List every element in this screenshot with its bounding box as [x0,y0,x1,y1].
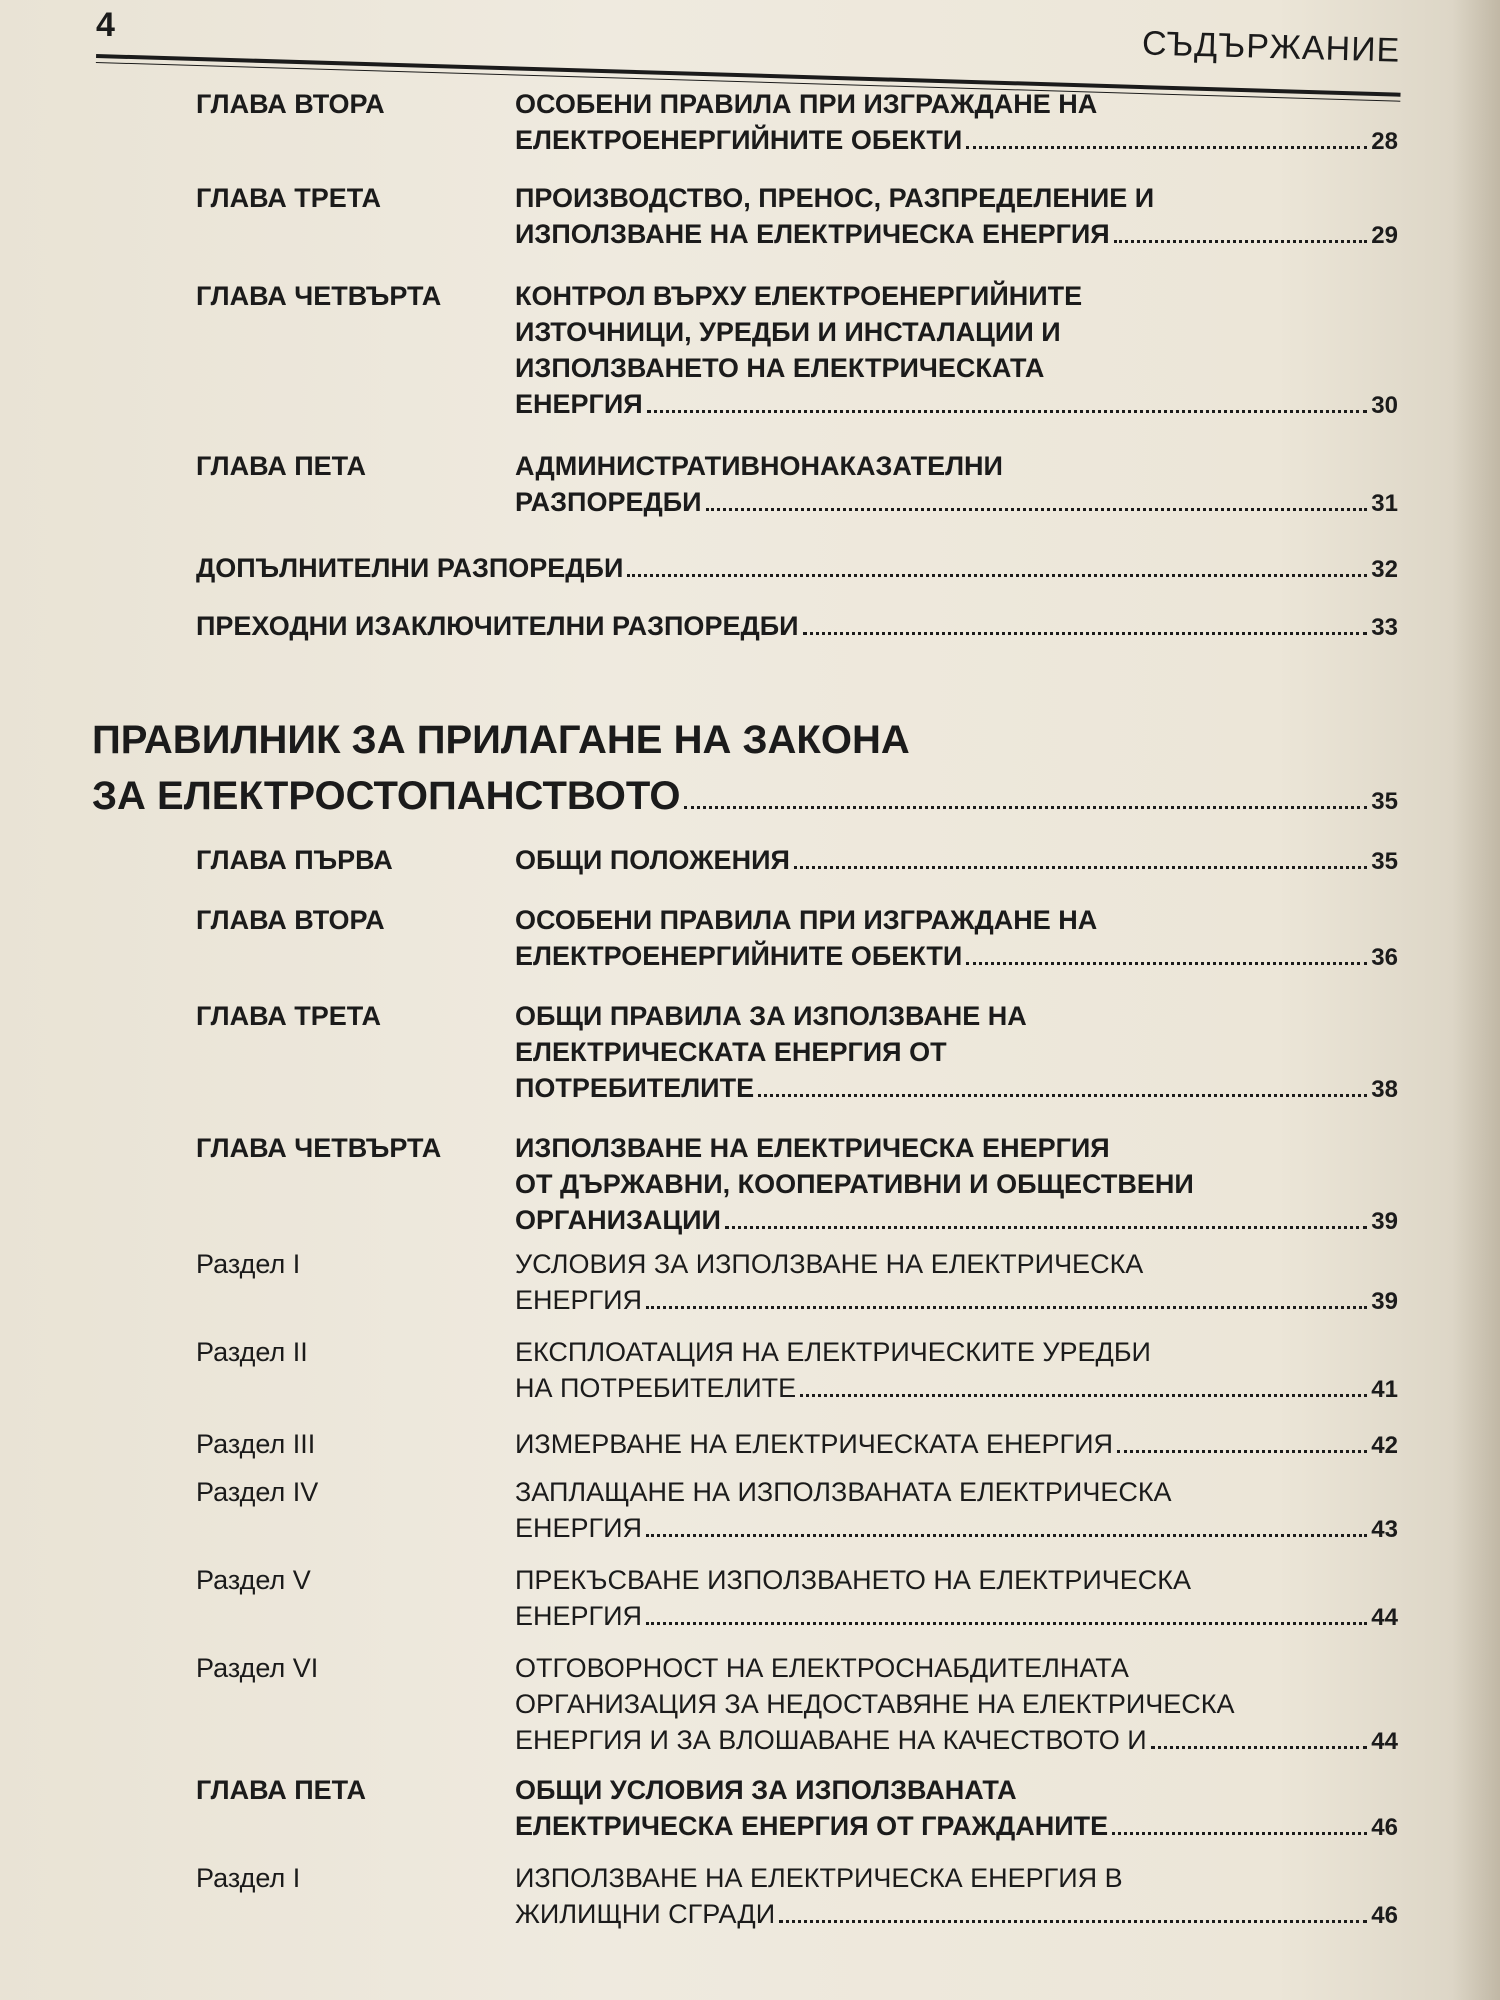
toc-entry-line: ПОТРЕБИТЕЛИТЕ [515,1073,755,1103]
toc-page-number: 31 [1371,490,1398,517]
page-number: 4 [96,6,115,44]
toc-entry-line: ЕЛЕКТРОЕНЕРГИЙНИТЕ ОБЕКТИ [515,941,963,971]
toc-entry-label: ГЛАВА ЧЕТВЪРТА [196,1133,442,1163]
toc-entry-line: РАЗПОРЕДБИ [515,487,702,517]
leader-dots [1117,1450,1367,1453]
leader-dots [725,1226,1367,1229]
part2-section-title [92,712,1398,830]
toc-page-number: 33 [1371,614,1398,641]
toc-entry-title [515,1334,1398,1408]
toc-entry-line: ИЗПОЛЗВАНЕТО НА ЕЛЕКТРИЧЕСКАТА [515,353,1045,383]
toc-entry-label: Раздел I [196,1863,301,1893]
toc-entry-title [515,1772,1398,1846]
toc-entry-line: КОНТРОЛ ВЪРХУ ЕЛЕКТРОЕНЕРГИЙНИТЕ [515,281,1083,311]
toc-page-number: 32 [1371,556,1398,583]
toc-entry-line: ЗАПЛАЩАНЕ НА ИЗПОЛЗВАНАТА ЕЛЕКТРИЧЕСКА [515,1477,1172,1507]
leader-dots [646,1306,1367,1309]
toc-entry-label: Раздел I [196,1249,301,1279]
leader-dots [779,1920,1367,1923]
toc-page-number: 39 [1371,1288,1398,1315]
toc-page-number: 39 [1371,1208,1398,1235]
toc-entry-last-line [515,386,1398,424]
toc-entry-label: Раздел III [196,1429,316,1459]
toc-entry-line: ИЗПОЛЗВАНЕ НА ЕЛЕКТРИЧЕСКА ЕНЕРГИЯ В [515,1863,1123,1893]
toc-entry-title [515,1650,1398,1760]
toc-page-number: 35 [1371,848,1398,875]
toc-entry-line: ЕКСПЛОАТАЦИЯ НА ЕЛЕКТРИЧЕСКИТЕ УРЕДБИ [515,1337,1151,1367]
toc-entry-title [515,998,1398,1108]
leader-dots [646,1534,1367,1537]
toc-entry-last-line [515,1426,1398,1464]
toc-entry-title [515,842,1398,880]
toc-entry-label: Раздел IV [196,1477,319,1507]
leader-dots [646,1622,1367,1625]
toc-page-number: 41 [1371,1376,1398,1403]
toc-entry-line: ЕНЕРГИЯ [515,1601,643,1631]
toc-entry-last-line [196,608,1398,646]
toc-page-number: 38 [1371,1076,1398,1103]
toc-entry-label: ГЛАВА ВТОРА [196,89,385,119]
toc-entry-line: УСЛОВИЯ ЗА ИЗПОЛЗВАНЕ НА ЕЛЕКТРИЧЕСКА [515,1249,1144,1279]
toc-entry-line: ЕНЕРГИЯ [515,389,643,419]
toc-entry-last-line [515,1070,1398,1108]
toc-entry-line: ЕЛЕКТРИЧЕСКА ЕНЕРГИЯ ОТ ГРАЖДАНИТЕ [515,1811,1109,1841]
toc-entry-line: ОБЩИ ПРАВИЛА ЗА ИЗПОЛЗВАНЕ НА [515,1001,1027,1031]
leader-dots [1114,240,1368,243]
leader-dots [966,146,1367,149]
toc-entry-last-line [515,1896,1398,1934]
toc-entry-title [515,1562,1398,1636]
leader-dots [800,1394,1367,1397]
toc-entry-line: ИЗПОЛЗВАНЕ НА ЕЛЕКТРИЧЕСКА ЕНЕРГИЯ [515,1133,1110,1163]
toc-entry-line: ПРЕКЪСВАНЕ ИЗПОЛЗВАНЕТО НА ЕЛЕКТРИЧЕСКА [515,1565,1192,1595]
toc-entry-last-line [515,1598,1398,1636]
toc-entry-line: ОРГАНИЗАЦИЯ ЗА НЕДОСТАВЯНЕ НА ЕЛЕКТРИЧЕСКА [515,1689,1235,1719]
section-title-line: ПРАВИЛНИК ЗА ПРИЛАГАНЕ НА ЗАКОНА [92,718,910,762]
toc-entry-line: ЕНЕРГИЯ И ЗА ВЛОШАВАНЕ НА КАЧЕСТВОТО И [515,1725,1147,1755]
section-title-last-line [92,768,1398,830]
toc-entry-line: ОТГОВОРНОСТ НА ЕЛЕКТРОСНАБДИТЕЛНАТА [515,1653,1129,1683]
leader-dots [684,806,1367,809]
toc-entry-last-line [515,122,1398,160]
section-title-line: ЗА ЕЛЕКТРОСТОПАНСТВОТО [92,774,681,818]
toc-entry-last-line [515,484,1398,522]
toc-entry-line: ДОПЪЛНИТЕЛНИ РАЗПОРЕДБИ [196,553,624,583]
toc-entry-label: ГЛАВА ВТОРА [196,905,385,935]
toc-page-number: 30 [1371,392,1398,419]
toc-entry-title [515,1246,1398,1320]
toc-entry-label: Раздел II [196,1337,308,1367]
toc-entry-last-line [515,1202,1398,1240]
toc-entry-label: Раздел VI [196,1653,319,1683]
toc-page-number: 36 [1371,944,1398,971]
toc-entry-last-line [515,1510,1398,1548]
toc-entry-line: АДМИНИСТРАТИВНОНАКАЗАТЕЛНИ [515,451,1003,481]
toc-entry-line: ОТ ДЪРЖАВНИ, КООПЕРАТИВНИ И ОБЩЕСТВЕНИ [515,1169,1194,1199]
toc-page-number: 43 [1371,1516,1398,1543]
toc-entry-title [515,1474,1398,1548]
toc-entry-line: ОСОБЕНИ ПРАВИЛА ПРИ ИЗГРАЖДАНЕ НА [515,89,1098,119]
leader-dots [647,410,1368,413]
toc-entry-label: ГЛАВА ТРЕТА [196,183,382,213]
toc-entry-title [196,550,1398,588]
toc-entry-title [515,86,1398,160]
toc-entry-line: ИЗМЕРВАНЕ НА ЕЛЕКТРИЧЕСКАТА ЕНЕРГИЯ [515,1429,1114,1459]
toc-page-number: 46 [1371,1902,1398,1929]
leader-dots [794,866,1367,869]
toc-entry-line: ПРОИЗВОДСТВО, ПРЕНОС, РАЗПРЕДЕЛЕНИЕ И [515,183,1155,213]
toc-entry-last-line [515,1282,1398,1320]
toc-page-number: 44 [1371,1604,1398,1631]
toc-entry-title [196,608,1398,646]
toc-entry-line: ПРЕХОДНИ ИЗАКЛЮЧИТЕЛНИ РАЗПОРЕДБИ [196,611,799,641]
toc-entry-title [515,902,1398,976]
toc-entry-title [515,1130,1398,1240]
toc-page-number: 29 [1371,222,1398,249]
leader-dots [706,508,1368,511]
toc-page-number: 46 [1371,1814,1398,1841]
toc-entry-line: ЕНЕРГИЯ [515,1285,643,1315]
toc-entry-line: ОРГАНИЗАЦИИ [515,1205,721,1235]
leader-dots [803,632,1368,635]
toc-entry-title [515,448,1398,522]
leader-dots [627,574,1367,577]
toc-entry-line: ЕЛЕКТРОЕНЕРГИЙНИТЕ ОБЕКТИ [515,125,963,155]
running-header-title: СЪДЪРЖАНИЕ [1141,24,1401,70]
toc-entry-line: ОСОБЕНИ ПРАВИЛА ПРИ ИЗГРАЖДАНЕ НА [515,905,1098,935]
toc-entry-title [515,180,1398,254]
toc-entry-label: ГЛАВА ЧЕТВЪРТА [196,281,442,311]
toc-entry-line: ЕНЕРГИЯ [515,1513,643,1543]
toc-page-number: 42 [1371,1432,1398,1459]
toc-entry-last-line [515,938,1398,976]
toc-page-number: 28 [1371,128,1398,155]
toc-entry-line: ОБЩИ ПОЛОЖЕНИЯ [515,845,790,875]
toc-entry-last-line [196,550,1398,588]
toc-entry-label: ГЛАВА ПЪРВА [196,845,393,875]
toc-entry-line: ЕЛЕКТРИЧЕСКАТА ЕНЕРГИЯ ОТ [515,1037,947,1067]
toc-entry-last-line [515,1808,1398,1846]
toc-entry-title [515,1426,1398,1464]
toc-entry-last-line [515,216,1398,254]
toc-entry-label: ГЛАВА ТРЕТА [196,1001,382,1031]
toc-entry-label: Раздел V [196,1565,311,1595]
leader-dots [1112,1832,1367,1835]
toc-entry-last-line [515,1722,1398,1760]
toc-entry-line: ЖИЛИЩНИ СГРАДИ [515,1899,776,1929]
toc-entry-label: ГЛАВА ПЕТА [196,451,366,481]
leader-dots [758,1094,1367,1097]
toc-entry-label: ГЛАВА ПЕТА [196,1775,366,1805]
leader-dots [1151,1746,1368,1749]
toc-entry-title [515,278,1398,424]
toc-entry-line: ОБЩИ УСЛОВИЯ ЗА ИЗПОЛЗВАНАТА [515,1775,1017,1805]
toc-entry-title [515,1860,1398,1934]
toc-entry-line: ИЗПОЛЗВАНЕ НА ЕЛЕКТРИЧЕСКА ЕНЕРГИЯ [515,219,1110,249]
toc-entry-last-line [515,1370,1398,1408]
toc-page-number: 35 [1371,788,1398,815]
leader-dots [966,962,1367,965]
toc-entry-line: НА ПОТРЕБИТЕЛИТЕ [515,1373,797,1403]
toc-page-number: 44 [1371,1728,1398,1755]
toc-entry-line: ИЗТОЧНИЦИ, УРЕДБИ И ИНСТАЛАЦИИ И [515,317,1061,347]
page-spine-shadow [1452,0,1500,2000]
toc-entry-last-line [515,842,1398,880]
